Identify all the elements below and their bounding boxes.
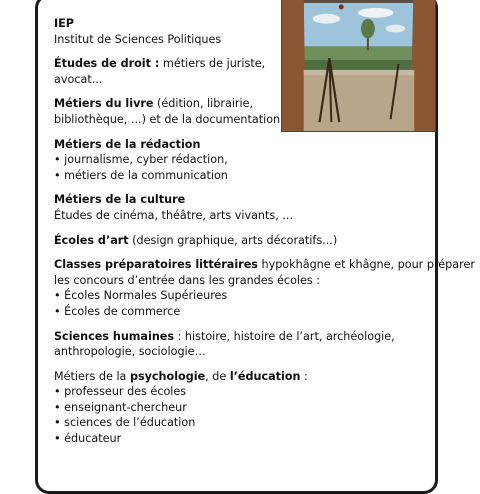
text: : <box>300 369 308 383</box>
section-livre <box>54 96 438 127</box>
section-redaction <box>54 137 438 184</box>
heading: Écoles d’art <box>54 233 129 247</box>
text-line: avocat... <box>54 72 103 86</box>
heading: Sciences humaines <box>54 329 175 343</box>
text-line: bibliothèque, ...) et de la documentation <box>54 112 281 126</box>
section-art <box>54 233 438 249</box>
content-column <box>54 16 475 456</box>
text: hypokhâgne et khâgne, pour préparer <box>257 258 475 272</box>
text: , de <box>205 369 230 383</box>
heading: Classes préparatoires littéraires <box>54 258 258 272</box>
heading: Études de droit : <box>54 57 160 71</box>
list-item: • journalisme, cyber rédaction, <box>54 152 438 168</box>
heading: psychologie <box>129 369 206 383</box>
text: (édition, librairie, <box>153 97 254 111</box>
text-line: Institut de Sciences Politiques <box>54 32 222 46</box>
list-item: • métiers de la communication <box>54 168 438 184</box>
section-iep <box>54 16 438 47</box>
text: Métiers de la <box>54 369 130 383</box>
list-item: • éducateur <box>54 431 438 447</box>
heading: Métiers de la culture <box>54 193 186 207</box>
section-humaines <box>54 329 438 360</box>
heading: l’éducation <box>229 369 301 383</box>
list-item: • professeur des écoles <box>54 384 438 400</box>
section-droit <box>54 56 438 87</box>
section-prepa <box>54 257 475 319</box>
list-item: • Écoles de commerce <box>54 304 438 320</box>
section-psycho <box>54 369 438 447</box>
section-culture <box>54 192 438 223</box>
text: métiers de juriste, <box>159 57 266 71</box>
heading: IEP <box>54 17 75 30</box>
text-line: les concours d’entrée dans les grandes écoles : <box>54 273 321 287</box>
list-item: • enseignant-chercheur <box>54 400 438 416</box>
heading: Métiers du livre <box>54 97 154 111</box>
list-item: • sciences de l’éducation <box>54 415 438 431</box>
text: : histoire, histoire de l’art, archéologie, <box>174 329 395 343</box>
text: (design graphique, arts décoratifs...) <box>128 233 338 247</box>
heading: Métiers de la rédaction <box>54 137 201 151</box>
text-line: Études de cinéma, théâtre, arts vivants, ... <box>54 208 294 222</box>
text-line: anthropologie, sociologie… <box>54 345 206 359</box>
list-item: • Écoles Normales Supérieures <box>54 288 438 304</box>
